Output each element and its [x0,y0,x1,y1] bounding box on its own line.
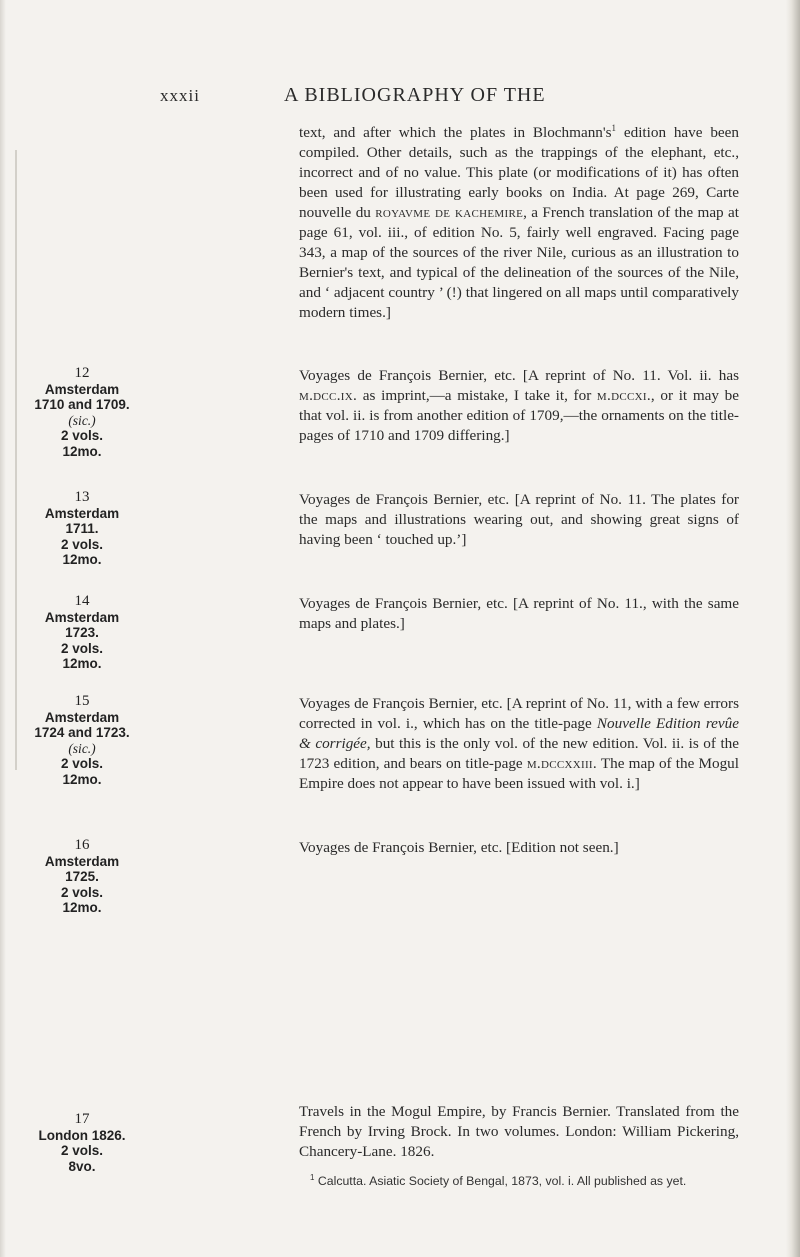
page-edge-left [0,0,6,1257]
entry-14-sidenote: 14 Amsterdam 1723. 2 vols. 12mo. [44,593,120,671]
entry-17-sidenote: 17 London 1826. 2 vols. 8vo. [38,1111,126,1174]
page-edge-right [786,0,800,1257]
running-title: A BIBLIOGRAPHY OF THE [284,84,546,106]
entry-13-text: Voyages de François Bernier, etc. [A reprint of No. 11. The plates for the maps and illustrations wearing out, and showing great signs of having been ‘ touched up.’] [299,491,739,548]
entry-15-sidenote: 15 Amsterdam 1724 and 1723. (sic.) 2 vols. 12mo. [34,693,130,787]
intro-paragraph: text, and after which the plates in $Blochmann's^1$ edition have been compiled. Other details, such as the trappings of the elephant, etc., incorrect and of no value. This plate (or modifications of it) has often been used for illustrating early books on India. At page 269, Carte nouvelle du royavme de kachemire, a French translation of the map at page 61, vol. iii., of edition No. 5, fairly well engraved. Facing page 343, a map of the sources of the river Nile, curious as an illustration to Bernier's text, and typical of the delineation of the sources of the Nile, and ‘ adjacent country ’ (!) that lingered on all maps until comparatively modern times.] [299,123,740,322]
page-number: xxxii [160,86,200,105]
footnote-marker: 1 [310,1173,315,1182]
footnote-ref: 1 [611,123,617,133]
entry-12-text: Voyages de François Bernier, etc. [A reprint of No. 11. Vol. ii. has m.dcc.ix. as imprint,—a mistake, I take it, for m.dccxi., or it may be that vol. ii. is from another edition of 1709,—the ornaments on the title-pages of 1710 and 1709 differing.] [299,367,739,444]
entry-16-text: Voyages de François Bernier, etc. [Edition not seen.] [299,839,619,856]
entry-16-sidenote: 16 Amsterdam 1725. 2 vols. 12mo. [44,837,120,915]
entry-15-text: Voyages de François Bernier, etc. [A reprint of No. 11, with a few errors corrected in vol. i., which has on the title-page Nouvelle Edition revûe & corrigée, but this is the only vol. of the new edition. Vol. ii. is of the 1723 edition, and bears on title-page m.dccxxiii. The map of the Mogul Empire does not appear to have been issued with vol. i.] [299,695,739,792]
page-fold [15,150,17,770]
entry-17-text: Travels in the Mogul Empire, by Francis Bernier. Translated from the French by Irving Brock. In two volumes. London: William Pickering, Chancery-Lane. 1826. [299,1103,739,1160]
entry-13-sidenote: 13 Amsterdam 1711. 2 vols. 12mo. [44,489,120,567]
entry-12-sidenote: 12 Amsterdam 1710 and 1709. (sic.) 2 vols. 12mo. [34,365,130,459]
entry-14-text: Voyages de François Bernier, etc. [A reprint of No. 11., with the same maps and plates.] [299,595,739,632]
footnote: $^1$ Calcutta. Asiatic Society of Bengal, 1873, vol. i. All published as yet. [310,1173,687,1189]
